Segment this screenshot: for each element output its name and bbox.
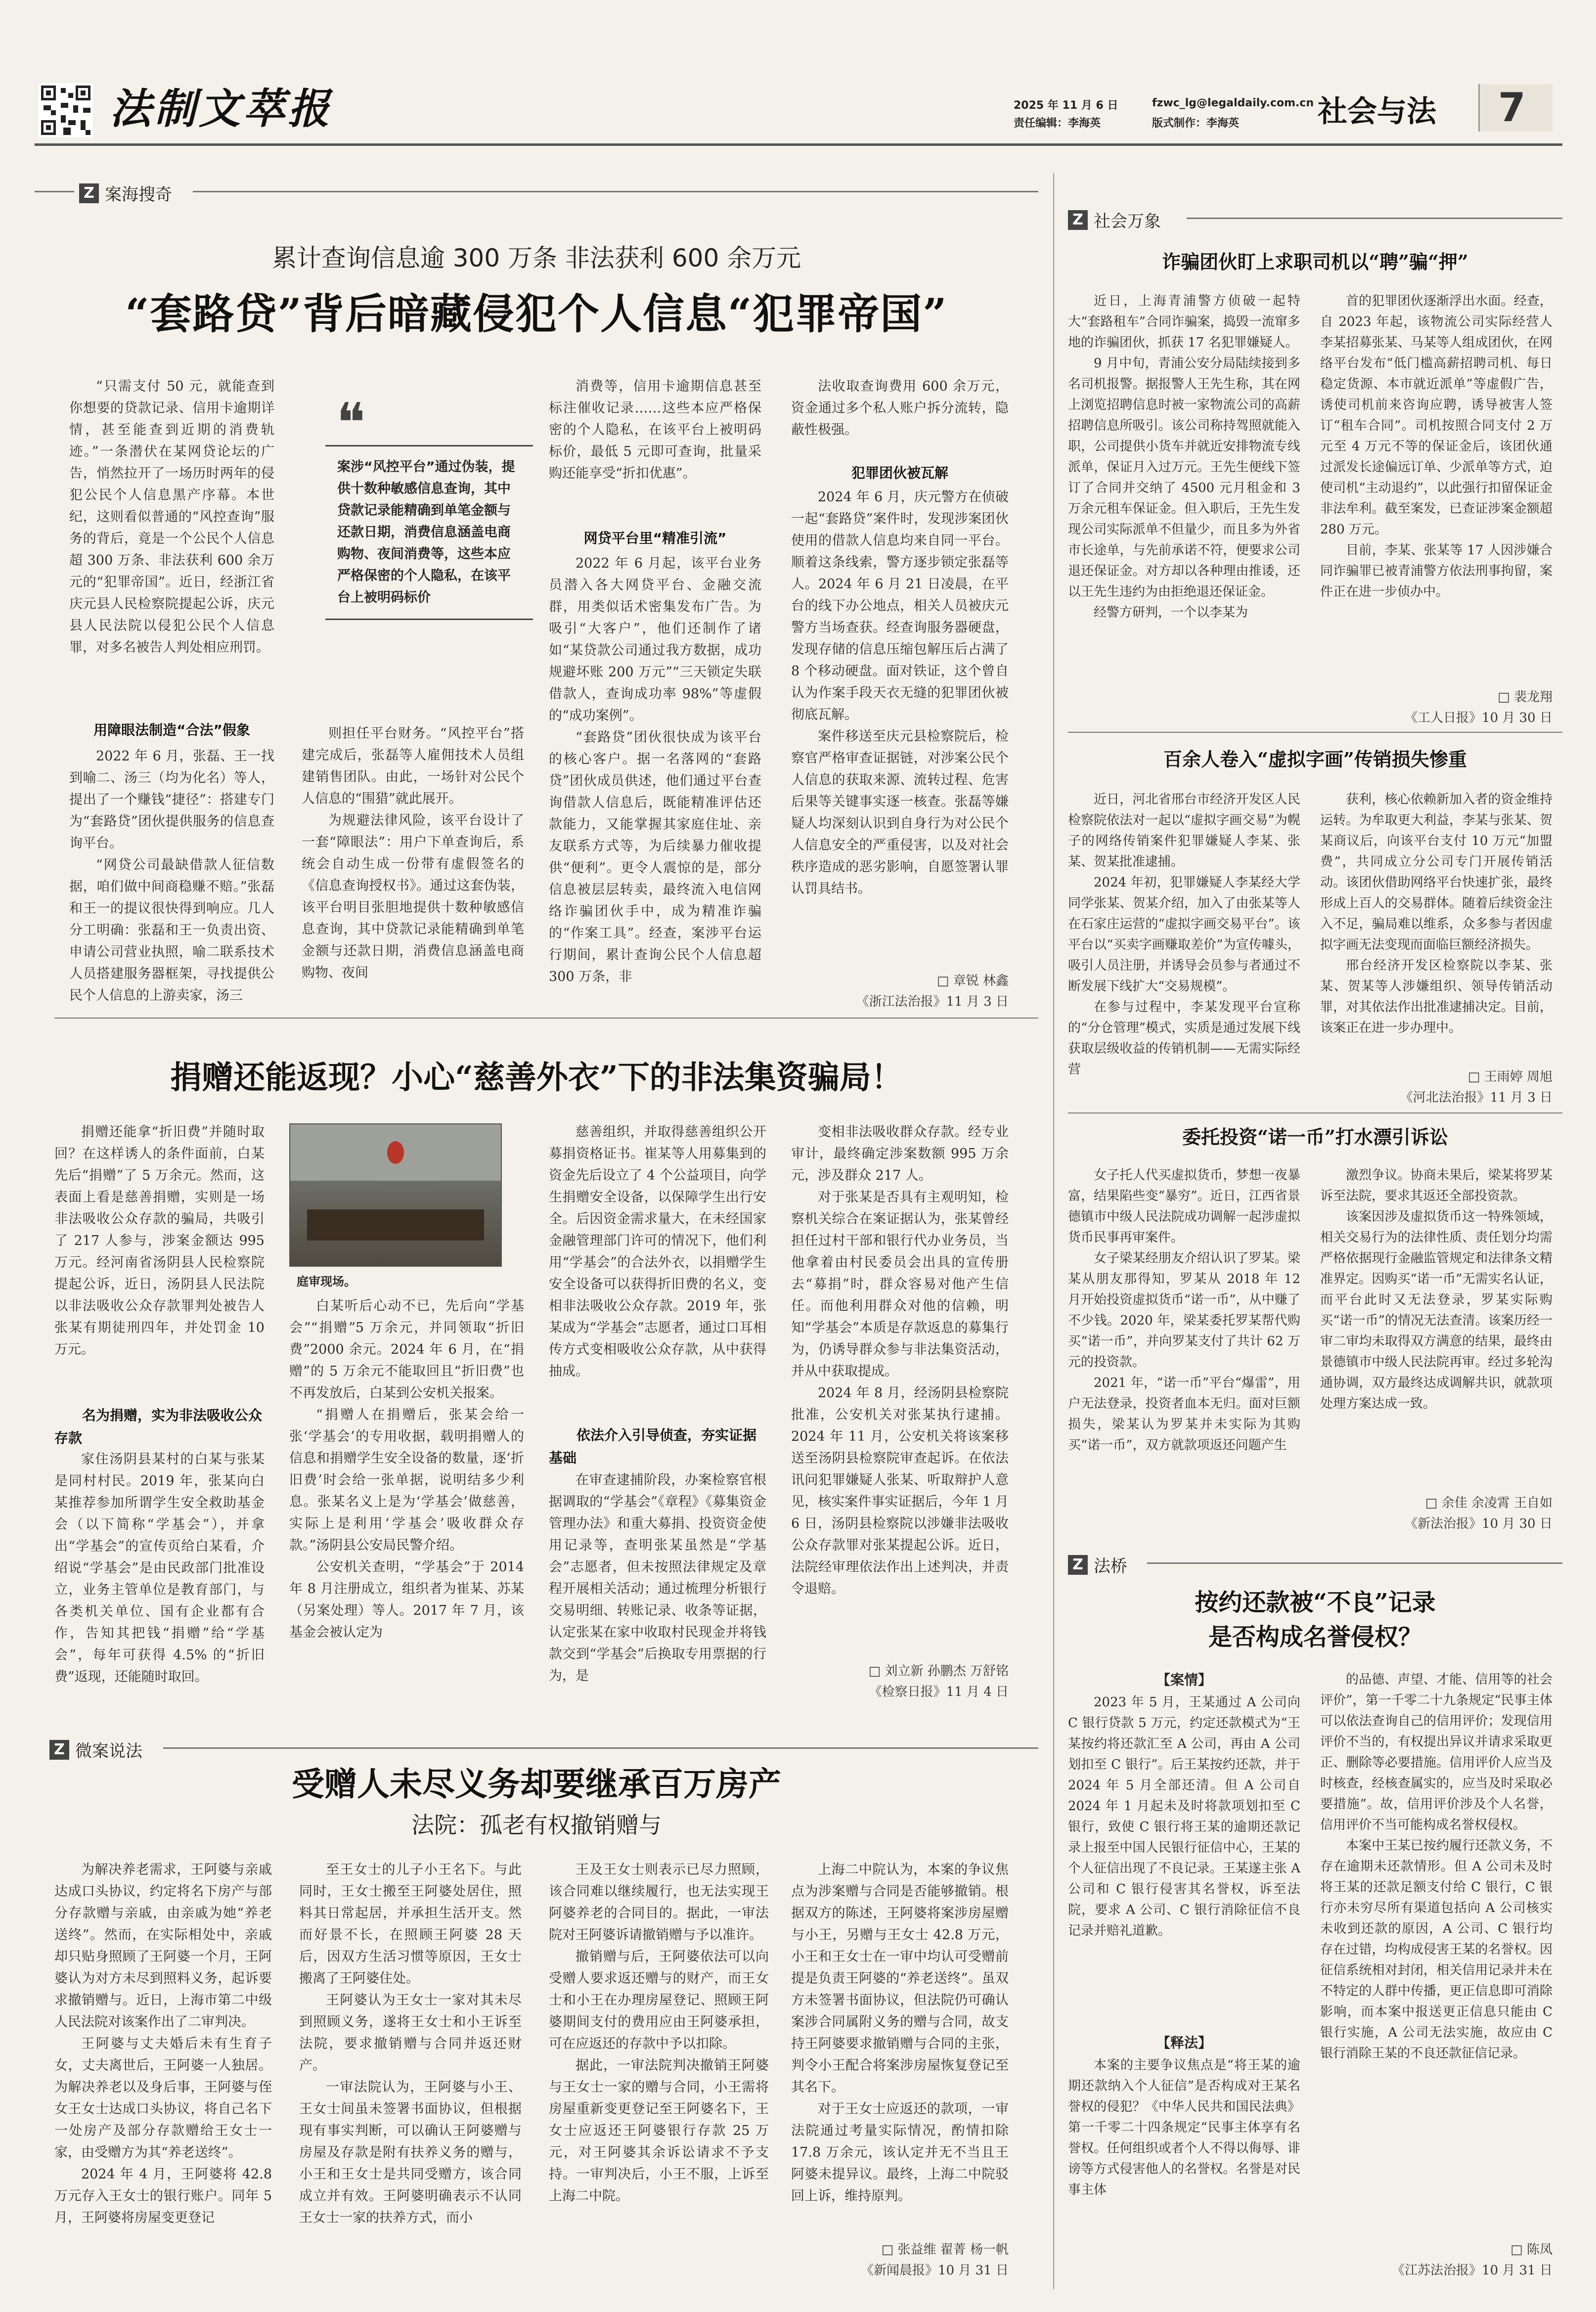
section-tag-icon: Z: [49, 1740, 69, 1760]
section-tag-faqiao: [1068, 1553, 1127, 1577]
paper-name: 法制文萃报: [110, 84, 333, 133]
section-tag-anhai: [79, 181, 172, 205]
paragraph: 9 月中旬，青浦公安分局陆续接到多名司机报警。据报警人王先生称，其在网上浏览招聘信息时被一家物流公司的高薪招聘信息所吸引。该公司称持驾照就能入职，公司提供小货车并就近安排物流专线派单，保证月入过万元。王先生便线下签订了合同并交纳了 4500 元月租金和 3 万余元租车保证金。但入职后，王先生发现公司实际派单不但量少，而且多为外省市长途单，与先前承诺不符，便要求公司退还保证金。对方却以各种理由推诿，还以王先生违约为由拒绝退还保证金。: [1068, 356, 1300, 599]
paragraph: 2024 年 4 月，王阿婆将 42.8 万元存入王女士的银行账户。同年 5 月，王阿婆将房屋变更登记: [54, 2167, 272, 2225]
r4-byline: □ 陈凤: [1510, 2242, 1552, 2257]
section-tag-label: 法桥: [1094, 1556, 1127, 1576]
paragraph: 法收取查询费用 600 余万元，资金通过多个私人账户拆分流转，隐蔽性极强。: [791, 379, 1009, 438]
section-tag-label: 社会万象: [1094, 212, 1161, 231]
paragraph: 慈善组织，并取得慈善组织公开募捐资格证书。崔某等人用募集到的资金先后设立了 4 个公益项目，向学生捐赠安全设备，以保障学生出行安全。后因资金需求量大，在未经国家金融管理部门许可的情况下，他们利用“学基会”的合法外衣，以捐赠学生安全设备可以获得折旧费的名义，变相非法吸收公众存款。2019 年，张某成为“学基会”志愿者，通过口耳相传方式变相吸收公众存款，从中获得抽成。: [549, 1124, 766, 1379]
r1-headline: 诈骗团伙盯上求职司机以“聘”骗“押”: [1162, 251, 1468, 273]
paragraph: 案件移送至庆元县检察院后，检察官严格审查证据链，对涉案公民个人信息的获取来源、流转过程、危害后果等关键事实逐一核查。张磊等嫌疑人均深刻认识到自身行为对公民个人信息安全的严重侵害，以及对社会秩序造成的恶劣影响，自愿签署认罪认罚具结书。: [791, 729, 1009, 896]
article2-subhead-1: 名为捐赠，实为非法吸收公众存款: [54, 1407, 263, 1446]
paragraph: 该案因涉及虚拟货币这一特殊领域，相关交易行为的法律性质、责任划分均需严格依据现行金融监管规定和法律条文精准界定。因购买“诺一币”无需实名认证，而平台此时又无法登录，罗某实际购买“诺一币”的情况无法查清。该案历经一审二审均未取得双方满意的结果，最终由景德镇市中级人民法院再审。经过多轮沟通协调，双方最终达成调解共识，就款项处理方案达成一致。: [1320, 1209, 1552, 1411]
article2-col2: [289, 1295, 524, 1644]
section-name: 社会与法: [1318, 94, 1436, 129]
article1-col3b: [549, 553, 761, 988]
paragraph: 邢台经济开发区检察院以李某、张某、贺某等人涉嫌组织、领导传销活动罪，对其依法作出批准逮捕决定。目前，该案正在进一步办理中。: [1320, 958, 1552, 1035]
page-number: 7: [1498, 85, 1526, 131]
r4-headline-2: 是否构成名誉侵权？: [1208, 1623, 1422, 1651]
article1-col3: [549, 376, 761, 485]
section-rule-left: [35, 191, 74, 192]
section-tag-label: 案海搜奇: [105, 185, 172, 205]
paragraph: 近日，河北省邢台市经济开发区人民检察院依法对一起以“虚拟字画交易”为幌子的网络传销案件犯罪嫌疑人李某、张某、贺某批准逮捕。: [1068, 792, 1300, 869]
paragraph: “只需支付 50 元，就能查到你想要的贷款记录、信用卡逾期详情，甚至能查到近期的消费轨迹。”一条潜伏在某网贷论坛的广告，悄然拉开了一场历时两年的侵犯公民个人信息黑产序幕。本世纪，这则看似普通的“风控查询”服务的背后，竟是一个公民个人信息超 300 万条、非法获利 600 余万元的“犯罪帝国”。近日，经浙江省庆元县人民检察院提起公诉，庆元县人民法院以侵犯公民个人信息罪，对多名被告人判处相应刑罚。: [69, 379, 274, 655]
paragraph: 2023 年 5 月，王某通过 A 公司向 C 银行贷款 5 万元，约定还款模式为“王某按约将还款汇至 A 公司，再由 A 公司划扣至 C 银行”。后王某按约还款，并于 2024 年 5 月全部还清。但 A 公司自 2024 年 1 月起未及时将款项划扣至 C 银行，致使 C 银行将王某的逾期还款记录上报至中国人民银行征信中心，王某的个人征信出现了不良记录。王某遂主张 A 公司和 C 银行侵害其名誉权，诉至法院，要求 A 公司、C 银行消除征信不良记录并赔礼道歉。: [1068, 1695, 1300, 1938]
paragraph: “套路贷”团伙很快成为该平台的核心客户。据一名落网的“套路贷”团伙成员供述，他们通过平台查询借款人信息后，既能精准评估还款能力，又能掌握其家庭住址、亲友联系方式等，为后续暴力催收提供“便利”。更令人震惊的是，部分信息被层层转卖，最终流入电信网络诈骗团伙手中，成为精准诈骗的“作案工具”。经查，案涉平台运行期间，累计查询公民个人信息超 300 万条，非: [549, 730, 761, 984]
article2-subhead-2: 依法介入引导侦查，夯实证据基础: [549, 1427, 757, 1466]
article1-kicker: 累计查询信息逾 300 万条 非法获利 600 余万元: [271, 244, 801, 272]
article1-subhead-2: 网贷平台里“精准引流”: [583, 530, 727, 546]
article3-col1: [54, 1859, 272, 2229]
paragraph: 2024 年初，犯罪嫌疑人李某经大学同学张某、贺某介绍，加入了由张某等人在石家庄运营的“虚拟字画交易平台”。该平台以“买卖字画赚取差价”为宣传噱头，吸引人员注册，并诱导会员参与者通过不断发展下线扩大“交易规模”。: [1068, 875, 1300, 994]
r4-headline-1: 按约还款被“不良”记录: [1195, 1589, 1436, 1616]
paragraph: 本案的主要争议焦点是“将王某的逾期还款纳入个人征信”是否构成对王某名誉权的侵犯？《中华人民共和国民法典》第一千零二十四条规定“民事主体享有名誉权。任何组织或者个人不得以侮辱、诽谤等方式侵害他人的名誉权。名誉是对民事主体: [1068, 2058, 1300, 2197]
article1-col1b: [69, 746, 274, 1007]
r2-byline: □ 王雨婷 周旭: [1467, 1069, 1552, 1084]
paragraph: 本案中王某已按约履行还款义务，不存在逾期未还款情形。但 A 公司未及时将王某的还款足额支付给 C 银行，C 银行亦未穷尽所有渠道包括向 A 公司核实未收到还款的原因，A 公司、C 银行均存在过错，均构成侵害王某的名誉权。因征信系统相对封闭，相关信用记录并未在不特定的人群中传播，更正信息即可消除影响，而本案中报送更正信息只能由 C 银行实施，A 公司无法实施，故应由 C 银行消除王某的不良还款征信记录。: [1320, 1838, 1552, 2061]
divider-r2-r3: [1068, 1112, 1562, 1113]
paragraph: 的品德、声望、才能、信用等的社会评价”，第一千零二十九条规定“民事主体可以依法查询自己的信用评价；发现信用评价不当的，有权提出异议并请求采取更正、删除等必要措施。信用评价人应当及时核查，经核查属实的，应当及时采取必要措施”。故，信用评价涉及个人名誉，信用评价不当可能构成名誉权侵权。: [1320, 1672, 1552, 1832]
paragraph: 王及王女士则表示已尽力照顾，该合同难以继续履行，也无法实现王阿婆养老的合同目的。据此，一审法院对王阿婆诉请撤销赠与予以准许。: [549, 1862, 769, 1943]
paragraph: 获利，核心依赖新加入者的资金维持运转。为牟取更大利益，李某与张某、贺某商议后，向该平台支付 10 万元“加盟费”，共同成立分公司专门开展传销活动。该团伙借助网络平台快速扩张，最终形成上百人的交易群体。随着后续资金注入不足，骗局难以维系，众多参与者因虚拟字画无法变现而面临巨额经济损失。: [1320, 792, 1552, 952]
paragraph: “捐赠人在捐赠后，张某会给一张‘学基会’的专用收据，载明捐赠人的信息和捐赠学生安全设备的数量，逐‘折旧费’时会给一张单据，说明结多少利息。张某名义上是为‘学基会’做慈善，实际上是利用‘学基会’吸收群众存款。”汤阴县公安局民警介绍。: [289, 1407, 524, 1553]
article2-col1: [54, 1121, 265, 1361]
masthead: [0, 0, 1596, 163]
article2-source: 《检察日报》11 月 4 日: [869, 1685, 1009, 1699]
r3-byline: □ 余佳 余凌霄 王自如: [1425, 1496, 1552, 1511]
issue-date: 2025 年 11 月 6 日: [1014, 99, 1118, 112]
paragraph: 对于王女士应返还的款项，一审法院通过考量实际情况，酌情扣除 17.8 万余元，该认定并无不当且王阿婆未提异议。最终，上海二中院驳回上诉，维持原判。: [791, 2101, 1009, 2204]
paragraph: 经警方研判，一个以李某为: [1094, 605, 1248, 620]
article1-pullquote: 案涉“风控平台”通过伪装，提供十数种敏感信息查询，其中贷款记录能精确到单笔金额与还款日期，消费信息涵盖电商购物、夜间消费等，这些本应严格保密的个人隐私，在该平台上被明码标价: [325, 445, 533, 620]
photo-caption: 庭审现场。: [297, 1275, 356, 1289]
section-tag-icon: Z: [79, 183, 99, 203]
paragraph: 在参与过程中，李某发现平台宣称的“分仓管理”模式，实质是通过发展下线获取层级收益的传销机制——无需实际经营: [1068, 1000, 1300, 1077]
r2-col1: [1068, 789, 1300, 1080]
article1-col2: [302, 723, 524, 984]
paragraph: 王阿婆认为王女士一家对其未尽到照顾义务，遂将王女士和小王诉至法院，要求撤销赠与合同并返还财产。: [299, 1993, 522, 2073]
paragraph: 近日，上海青浦警方侦破一起特大“套路租车”合同诈骗案，捣毁一流窜多地的诈骗团伙，抓获 17 名犯罪嫌疑人。: [1068, 294, 1300, 350]
section-tag-shehui: [1068, 208, 1161, 232]
paragraph: 白某听后心动不已，先后向“学基会”“捐赠”5 万余元，并同领取“折旧费”2000 余元。2024 年 6 月，在“捐赠”的 5 万余元不能取回且“折旧费”也不再发放后，白某到公安机关报案。: [289, 1298, 524, 1401]
article2-col3: [549, 1121, 766, 1382]
article1-quote-mark: ❝: [336, 391, 366, 454]
r4-col2: [1320, 1669, 1552, 2064]
r1-byline: □ 裴龙翔: [1498, 690, 1552, 705]
divider-a1-a2: [54, 1018, 1038, 1019]
article2-col4: [791, 1121, 1009, 1600]
section-rule-shehui: [1187, 218, 1562, 219]
article1-headline: “套路贷”背后暗藏侵犯个人信息“犯罪帝国”: [125, 289, 948, 338]
r1-col2: [1320, 291, 1552, 602]
paragraph: 撤销赠与后，王阿婆依法可以向受赠人要求返还赠与的财产，而王女士和小王在办理房屋登记、照顾王阿婆期间支付的费用应由王阿婆承担，可在应返还的存款中予以扣除。: [549, 1949, 769, 2051]
section-tag-icon: Z: [1068, 1555, 1088, 1575]
article2-col1b: [54, 1449, 265, 1688]
editor: 责任编辑：李海英: [1014, 117, 1101, 130]
article2-col3b: [549, 1469, 766, 1687]
article1-source: 《浙江法治报》11 月 3 日: [856, 994, 1009, 1009]
paragraph: 为规避法律风险，该平台设计了一套“障眼法”：用户下单查询后，系统会自动生成一份带有虚假签名的《信息查询授权书》。通过这套伪装，该平台明目张胆地提供十数种敏感信息查询，其中贷款记录能精确到单笔金额与还款日期，消费信息涵盖电商购物、夜间: [302, 813, 524, 980]
r1-source: 《工人日报》10 月 30 日: [1405, 711, 1552, 725]
article1-subhead-3: 犯罪团伙被瓦解: [851, 465, 948, 481]
article3-col3: [549, 1859, 769, 2207]
paragraph: 在审查逮捕阶段，办案检察官根据调取的“学基会”《章程》《募集资金管理办法》和重大募捐、投资资金使用记录等，查明张某虽然是“学基会”志愿者，但未按照法律规定及章程开展相关活动；通过梳理分析银行交易明细、转账记录、收条等证据，认定张某在家中收取村民现金并将钱款交到“学基会”后换取专用票据的行为，是: [549, 1472, 766, 1684]
paragraph: 对于张某是否具有主观明知，检察机关综合在案证据认为，张某曾经担任过村干部和银行代办业务员，当他拿着由村民委员会出具的宣传册去“募捐”时，群众容易对他产生信任。而他利用群众对他的信赖，明知“学基会”本质是存款返息的募集行为，仍诱导群众参与非法集资活动，并从中获取提成。: [791, 1190, 1009, 1379]
article3-headline: 受赠人未尽义务却要继承百万房产: [292, 1765, 781, 1803]
article2-byline: □ 刘立新 孙鹏杰 万舒铭: [868, 1664, 1009, 1679]
r4-col1a: [1068, 1692, 1300, 1941]
paragraph: 上海二中院认为，本案的争议焦点为涉案赠与合同是否能够撤销。根据双方的陈述，王阿婆将案涉房屋赠与小王，另赠与王女士 42.8 万元，小王和王女士在一审中均认可受赠前提是负责王阿婆的“养老送终”。虽双方未签署书面协议，但法院仍可确认案涉合同属附义务的赠与合同，故支持王阿婆要求撤销赠与合同的主张，判令小王配合将案涉房屋恢复登记至其名下。: [791, 1862, 1009, 2095]
r3-source: 《新法治报》10 月 30 日: [1405, 1516, 1552, 1531]
r2-headline: 百余人卷入“虚拟字画”传销损失惨重: [1163, 748, 1467, 770]
paragraph: 2024 年 6 月，庆元警方在侦破一起“套路贷”案件时，发现涉案团伙使用的借款人信息均来自同一平台。顺着这条线索，警方逐步锁定张磊等人。2024 年 6 月 21 日凌晨，在平台的线下办公地点，相关人员被庆元警方当场查获。经查询服务器硬盘，发现存储的信息压缩包解压后占满了 8 个移动硬盘。面对铁证，这个曾自认为作案手段天衣无缝的犯罪团伙被彻底瓦解。: [791, 489, 1009, 722]
article3-col2: [299, 1859, 522, 2229]
paragraph: 目前，李某、张某等 17 人因涉嫌合同诈骗罪已被青浦警方依法刑事拘留，案件正在进一步侦办中。: [1320, 543, 1552, 599]
article3-col4: [791, 1859, 1009, 2207]
article3-subheadline: 法院：孤老有权撤销赠与: [411, 1812, 662, 1838]
courtroom-photo: [289, 1123, 502, 1267]
paragraph: 2024 年 8 月，经汤阴县检察院批准，公安机关对张某执行逮捕。2024 年 11 月，公安机关将该案移送至汤阴县检察院审查起诉。在依法讯问犯罪嫌疑人张某、听取辩护人意见，核实案件事实证据后，今年 1 月 6 日，汤阴县检察院以涉嫌非法吸收公众存款罪对张某提起公诉。近日，法院经审理依法作出上述判决，并责令退赔。: [791, 1385, 1009, 1597]
r3-headline: 委托投资“诺一币”打水漂引诉讼: [1182, 1126, 1448, 1148]
paragraph: “网贷公司最缺借款人征信数据，咱们做中间商稳赚不赔。”张磊和王一的提议很快得到响应。几人分工明确：张磊和王一负责出资、申请公司营业执照，喻二联系技术人员搭建服务器框架，寻找提供公民个人信息的上游卖家，汤三: [69, 857, 274, 1003]
email: fzwc_lg@legaldaily.com.cn: [1152, 97, 1314, 109]
section-tag-icon: Z: [1068, 210, 1088, 230]
article1-col4b: [791, 487, 1009, 900]
r4-label-law: 【释法】: [1156, 2035, 1212, 2051]
r4-source: 《江苏法治报》10 月 31 日: [1392, 2263, 1552, 2278]
r2-col2: [1320, 789, 1552, 1038]
r4-col1b: [1068, 2055, 1300, 2200]
qr-code-icon: [39, 83, 93, 137]
r1-col1: [1068, 291, 1300, 623]
article1-byline: □ 章锐 林鑫: [936, 974, 1009, 988]
article1-subhead-1: 用障眼法制造“合法”假象: [93, 722, 250, 738]
layout-credit: 版式制作：李海英: [1152, 117, 1240, 130]
r3-col1: [1068, 1165, 1300, 1456]
paragraph: 家住汤阴县某村的白某与张某是同村村民。2019 年，张某向白某推荐参加所谓学生安全救助基金会（以下简称“学基会”），并拿出“学基会”的宣传页给白某看，介绍说“学基会”是由民政部门批准设立，业务主管单位是教育部门，与各类机关单位、国有企业都有合作，告知其把钱“捐赠”给“学基会”，每年可获得 4.5% 的“折旧费”返现，还能随时取回。: [54, 1452, 265, 1685]
paragraph: 2022 年 6 月起，该平台业务员潜入各大网贷平台、金融交流群，用类似话术密集发布广告。为吸引“大客户”，他们还制作了诸如“某贷款公司通过我方数据，成功规避坏账 200 万元”“三天锁定失联借款人，查询成功率 98%”等虚假的“成功案例”。: [549, 556, 761, 723]
r4-label-case: 【案情】: [1156, 1672, 1212, 1688]
paragraph: 王阿婆与丈夫婚后未有生育子女，丈夫离世后，王阿婆一人独居。为解决养老以及身后事，王阿婆与侄女王女士达成口头协议，将自己名下一处房产及部分存款赠给王女士一家，由受赠方为其“养老送终”。: [54, 2036, 272, 2160]
column-separator: [1053, 173, 1054, 2289]
paragraph: 至王女士的儿子小王名下。与此同时，王女士搬至王阿婆处居住，照料其日常起居，并承担生活开支。然而好景不长，在照顾王阿婆 28 天后，因双方生活习惯等原因，王女士搬离了王阿婆住处。: [299, 1862, 522, 1986]
section-rule-faqiao: [1147, 1562, 1562, 1564]
r2-source: 《河北法治报》11 月 3 日: [1400, 1090, 1552, 1105]
paragraph: 为解决养老需求，王阿婆与亲戚达成口头协议，约定将名下房产与部分存款赠与亲戚，由亲戚为她“养老送终”。然而，在实际相处中，亲戚却只贴身照顾了王阿婆一个月，王阿婆认为对方未尽到照料义务，起诉要求撤销赠与。近日，上海市第二中级人民法院对该案作出了二审判决。: [54, 1862, 272, 2030]
section-tag-label: 微案说法: [75, 1741, 142, 1761]
article3-byline: □ 张益维 翟菁 杨一帆: [881, 2242, 1009, 2257]
paragraph: 激烈争议。协商未果后，梁某将罗某诉至法院，要求其返还全部投资款。: [1320, 1168, 1552, 1203]
divider-r1-r2: [1068, 732, 1562, 733]
paragraph: 据此，一审法院判决撤销王阿婆与王女士一家的赠与合同，小王需将房屋重新变更登记至王阿婆名下，王女士应返还王阿婆银行存款 25 万元，对王阿婆其余诉讼请求不予支持。一审判决后，小王不服，上诉至上海二中院。: [549, 2058, 769, 2204]
article2-headline: 捐赠还能返现？小心“慈善外衣”下的非法集资骗局！: [170, 1059, 903, 1096]
section-rule-weian: [163, 1747, 1038, 1749]
article1-col4: [791, 376, 1009, 441]
paragraph: 则担任平台财务。“风控平台”搭建完成后，张磊等人雇佣技术人员组建销售团队。由此，一场针对公民个人信息的“围猎”就此展开。: [302, 726, 524, 806]
article3-source: 《新闻晨报》10 月 31 日: [861, 2263, 1009, 2278]
paragraph: 变相非法吸收群众存款。经专业审计，最终确定涉案数额 995 万余元，涉及群众 217 人。: [791, 1124, 1009, 1183]
masthead-rule: [35, 143, 1562, 146]
paragraph: 捐赠还能拿“折旧费”并随时取回？在这样诱人的条件面前，白某先后“捐赠”了 5 万余元。然而，这表面上看是慈善捐赠，实则是一场非法吸收公众存款的骗局，共吸引了 217 人参与，涉案金额达 995 万元。经河南省汤阴县人民检察院提起公诉，近日，汤阴县人民法院以非法吸收公众存款罪判处被告人张某有期徒刑四年，并处罚金 10 万元。: [54, 1124, 265, 1357]
r3-col2: [1320, 1165, 1552, 1414]
paragraph: 2021 年，“诺一币”平台“爆雷”，用户无法登录，投资者血本无归。面对巨额损失，梁某认为罗某并未实际为其购买“诺一币”，双方就款项返还问题产生: [1068, 1376, 1300, 1453]
paragraph: 公安机关查明，“学基会”于 2014 年 8 月注册成立，组织者为崔某、苏某（另案处理）等人。2017 年 7 月，该基金会被认定为: [289, 1559, 524, 1640]
section-rule-right: [193, 191, 1038, 192]
paragraph: 女子梁某经朋友介绍认识了罗某。梁某从朋友那得知，罗某从 2018 年 12 月开始投资虚拟货币“诺一币”，从中赚了不少钱。2020 年，梁某委托罗某帮代购买“诺一币”，并向罗某支付了共计 62 万元的投资款。: [1068, 1251, 1300, 1370]
paragraph: 2022 年 6 月，张磊、王一找到喻二、汤三（均为化名）等人，提出了一个赚钱“捷径”：搭建专门为“套路贷”团伙提供服务的信息查询平台。: [69, 749, 274, 851]
paragraph: 一审法院认为，王阿婆与小王、王女士间虽未签署书面协议，但根据现有事实判断，可以确认王阿婆赠与房屋及存款是附有扶养义务的赠与，小王和王女士是共同受赠方，该合同成立并有效。王阿婆明确表示不认同王女士一家的扶养方式，而小: [299, 2080, 522, 2225]
paragraph: 女子托人代买虚拟货币，梦想一夜暴富，结果陷些变“暴穷”。近日，江西省景德镇市中级人民法院成功调解一起涉虚拟货币民事再审案件。: [1068, 1168, 1300, 1245]
paragraph: 首的犯罪团伙逐渐浮出水面。经查，自 2023 年起，该物流公司实际经营人李某招募张某、马某等人组成团伙，在网络平台发布“低门槛高薪招聘司机、每日稳定货源、本市就近派单”等虚假广告，诱使司机前来咨询应聘，诱导被害人签订“租车合同”。司机按照合同支付 2 万元至 4 万元不等的保证金后，该团伙通过派发长途偏远订单、少派单等方式，迫使司机“主动退约”，以此强行扣留保证金非法牟利。截至案发，已查证涉案金额超 280 万元。: [1320, 294, 1552, 537]
section-tag-weian: [49, 1737, 142, 1762]
article1-col1: [69, 376, 274, 659]
paragraph: 消费等，信用卡逾期信息甚至标注催收记录……这些本应严格保密的个人隐私，在该平台上被明码标价，最低 5 元即可查询，批量采购还能享受“折扣优惠”。: [549, 379, 761, 481]
